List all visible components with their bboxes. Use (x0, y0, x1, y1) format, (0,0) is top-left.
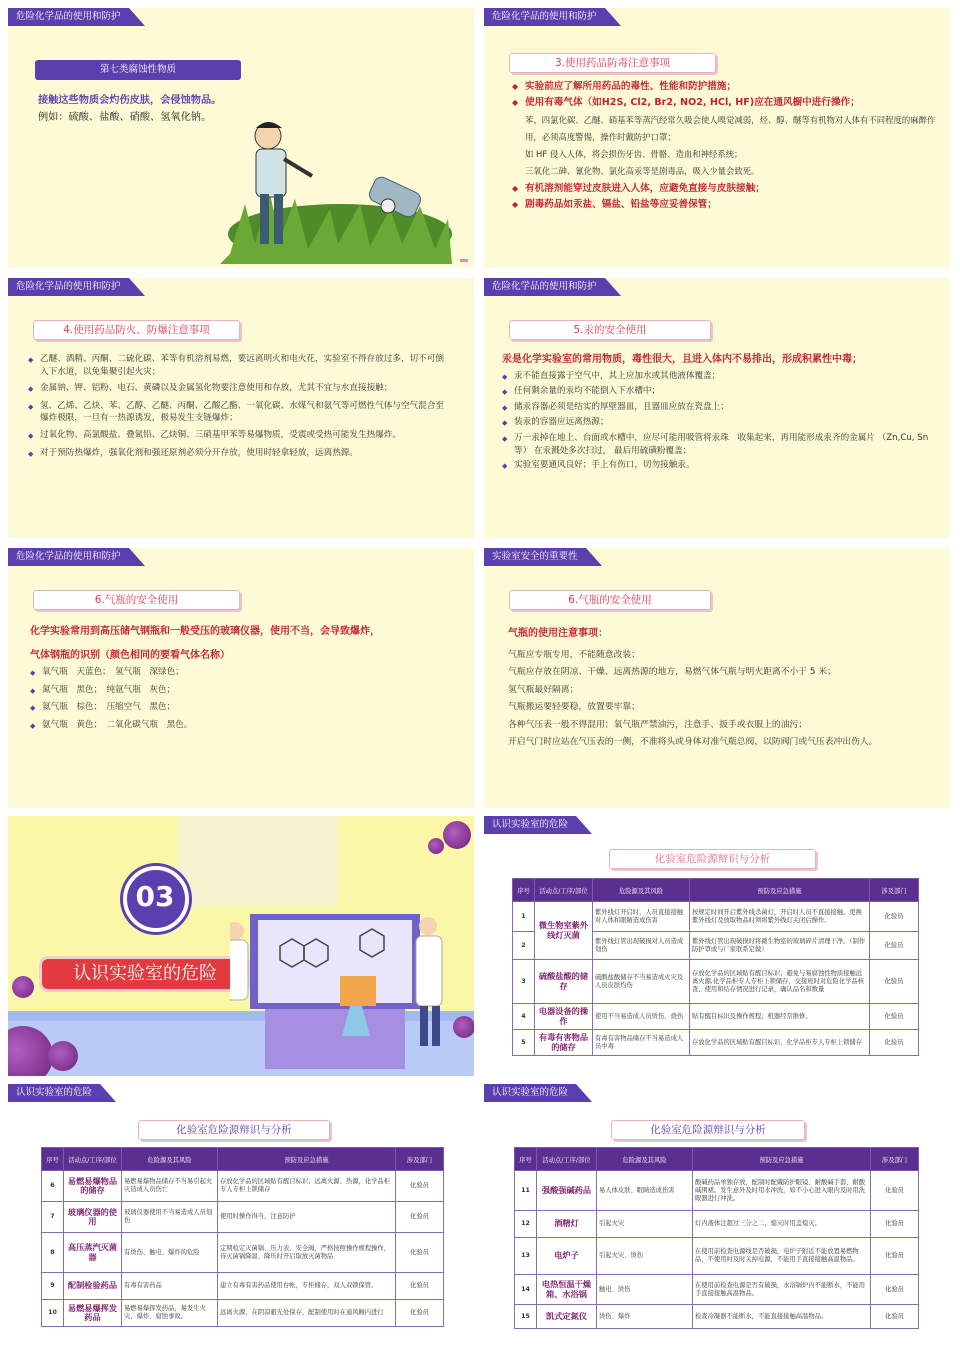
bullet-text: 对于预防热爆炸，强氧化剂和强还原剂必须分开存放，使用时轻拿轻放，远离热源。 (40, 447, 358, 458)
table-row: 1 微生物室紫外线灯灭菌 紫外线灯开启时，人员直接接触对人体和眼睛造成伤害 按规定时间开启紫外线杀菌灯，开启时人员不直接接触。更换紫外线灯及放取物品时须将紫外线灯关闭后操作。 化验员 (513, 902, 919, 932)
table-row: 9 配制检验药品 有毒有害药品 建立有毒有害药品使用台帐，专柜储存，双人双锁保管。 化验员 (42, 1273, 444, 1300)
bullet-text: 万一汞掉在地上、台面或水槽中，应尽可能用吸管将汞珠 收集起来，再用能形成汞齐的金属片 （Zn,Cu, Sn等） 在汞溅处多次扫过， 最后用硫磺粉覆盖； (514, 432, 929, 456)
lead-text: 化学实验常用到高压储气钢瓶和一般受压的玻璃仪器，使用不当，会导致爆炸， (30, 626, 380, 637)
section-pill: 3.使用药品防毒注意事项 (509, 53, 716, 73)
table-row: 11 强酸强碱药品 易人体皮肤、眼睛造成伤害 酸碱药品单独存放，配制时配戴防护眼镜、耐酸碱手套、耐酸碱围裙。发生意外及时用水冲洗，如不小心进入眼内及时用洗眼器进行冲洗。 化验员 (515, 1171, 919, 1211)
table-header-cell: 涉及部门 (870, 879, 919, 902)
slide-header: 危险化学品的使用和防护 (8, 8, 129, 26)
bullet-text: 实验前应了解所用药品的毒性、性能和防护措施； (525, 81, 737, 92)
bullet-text: 使用有毒气体（如H2S, Cl2, Br2, NO2, HCl, HF)应在通风橱中进行操作； (525, 97, 860, 108)
virus-decoration (453, 1016, 474, 1038)
table-row: 7 玻璃仪器的使用 玻璃仪器使用不当易造成人员划伤 使用时操作得当，注意防护 化验员 (42, 1202, 444, 1233)
bullet-text: 氦气瓶 棕色； 压缩空气 黑色； (42, 702, 176, 713)
text-line: 氢气瓶最好隔离； (508, 684, 579, 695)
table-header-cell: 危险源及其风险 (122, 1148, 218, 1171)
hazard-table (512, 878, 919, 1056)
slide-header: 实验室安全的重要性 (484, 548, 586, 566)
table-row: 4 电器设备的操作 使用不当易造成人员烫伤、烧伤 贴有醒目标识及操作规程；机器经常维修。 化验员 (513, 1004, 919, 1030)
bullet-text: 剧毒药品如汞盐、镉盐、铅盐等应妥善保管； (525, 199, 717, 210)
hazard-table (41, 1147, 444, 1327)
table-header-cell: 序号 (515, 1148, 537, 1171)
table-header-cell: 预防及应急措施 (690, 879, 870, 902)
table-header-cell: 活动点/工序/部位 (537, 1148, 597, 1171)
bullet-text: 装汞的容器应远离热源； (514, 417, 609, 428)
slide-9 (8, 1084, 474, 1344)
sub-text: 三氧化二砷、氰化物、氯化高汞等是剧毒品，吸入少量会致死。 (525, 166, 760, 176)
bullet-text: 氧气瓶 天蓝色； 氢气瓶 深绿色； (42, 667, 184, 678)
slide-3: 危险化学品的使用和防护 4.使用药品防火、防爆注意事项 ◆ 乙醚、酒精、丙酮、二硫化碳、苯等有机溶剂易燃，要远离明火和电火花，实验室不得存放过多，切不可倒入下水道，以免集聚引起火灾； ◆ 金属钠、钾、铝粉、电石、黄磷以及金属氢化物要注意使用和存放，尤其不宜与水直接接触； ◆ 氢、乙烯、乙炔、苯、乙醇、乙醚、丙酮、乙酸乙酯、一氧化碳、水煤气和氨气等可燃性气体与空气混合至爆炸极限，一旦有一热源诱发，极易发生支链爆炸； ◆ 过氧化物、高氯酸盐、叠氮铅、乙炔铜、三硝基甲苯等易爆物质，受震或受热可能发生热爆炸。 ◆ 对于预防热爆炸，强氧化剂和强还原剂必须分开存放，使用时轻拿轻放，远离热源。 (8, 278, 474, 538)
table-header-cell: 活动点/工序/部位 (535, 879, 593, 902)
lead-text: 汞是化学实验室的常用物质，毒性很大，且进入体内不易排出，形成积累性中毒； (502, 354, 862, 365)
table-header-cell: 危险源及其风险 (597, 1148, 693, 1171)
slide-1 (8, 8, 474, 268)
bullet-text: 乙醚、酒精、丙酮、二硫化碳、苯等有机溶剂易燃，要远离明火和电火花，实验室不得存放过多，切不可倒入下水道，以免集聚引起火灾； (40, 354, 444, 377)
sub-text: 如 HF 侵入人体，将会损伤牙齿、骨骼、造血和神经系统； (525, 149, 743, 159)
table-row: 6 易燃易爆物品的储存 易燃易爆物品储存不当易引起火灾造成人员伤亡 存放化学品的区域贴有醒目标识；远离火源、热源，化学品柜专人专柜上锁储存 化验员 (42, 1171, 444, 1202)
table-title-pill: 化验室危险源辩识与分析 (609, 849, 816, 869)
section-number: 03 (135, 880, 175, 913)
table-header-cell: 序号 (513, 879, 535, 902)
section-pill: 第七类腐蚀性物质 (35, 60, 241, 80)
slide-header: 危险化学品的使用和防护 (8, 548, 129, 566)
table-header-cell: 涉及部门 (396, 1148, 444, 1171)
bullet-text: 汞不能直接露于空气中，其上应加水或其他液体覆盖； (514, 370, 721, 381)
bullet-text: 过氧化物、高氯酸盐、叠氮铅、乙炔铜、三硝基甲苯等易爆物质，受震或受热可能发生热爆炸。 (40, 429, 401, 440)
section-pill: 5.汞的安全使用 (509, 320, 711, 340)
slide-4: 危险化学品的使用和防护 5.汞的安全使用 汞是化学实验室的常用物质，毒性很大，且进入体内不易排出，形成积累性中毒； ◆ 汞不能直接露于空气中，其上应加水或其他液体覆盖； ◆ 任何剩余量的汞均不能倒入下水槽中； ◆ 储汞容器必须是结实的厚壁器皿，且器皿应放在瓷盘上； ◆ 装汞的容器应远离热源； ◆ 万一汞掉在地上、台面或水槽中，应尽可能用吸管将汞珠 收集起来，再用能形成汞齐的金属片 （Zn,Cu, Sn等） 在汞溅处多次扫过， 最后用硫磺粉覆盖； ◆ 实验室要通风良好；手上有伤口，切勿接触汞。 (484, 278, 950, 538)
table-row: 15 凯式定氮仪 烫伤、爆炸 检查冷凝器不能断水，不能直接接触高温物品。 化验员 (515, 1305, 919, 1329)
text-line: 例如：硫酸、盐酸、硝酸、氢氧化钠。 (38, 112, 212, 123)
section-pill: 6.气瓶的安全使用 (509, 590, 711, 610)
lead-text: 气瓶的使用注意事项： (508, 628, 608, 639)
table-header-cell: 活动点/工序/部位 (64, 1148, 122, 1171)
slide-header: 认识实验室的危险 (484, 1084, 576, 1102)
slide-2: 危险化学品的使用和防护 3.使用药品防毒注意事项 ◆ 实验前应了解所用药品的毒性、性能和防护措施； ◆ 使用有毒气体（如H2S, Cl2, Br2, NO2, HCl, HF)应在通风橱中进行操作； 苯、四氯化碳、乙醚、硝基苯等蒸汽经常久吸会使人嗅觉减弱，烃、醇、醚等有机物对人体有不同程度的麻醉作用，必须高度警惕，操作时戴防护口罩； 如 HF 侵入人体，将会损伤牙齿、骨骼、造血和神经系统； 三氧化二砷、氰化物、氯化高汞等是剧毒品，吸入少量会致死。 ◆ 有机溶剂能穿过皮肤进入人体，应避免直接与皮肤接触； ◆ 剧毒药品如汞盐、镉盐、铅盐等应妥善保管； (484, 8, 950, 268)
virus-decoration (428, 838, 444, 854)
slide-10 (484, 1084, 950, 1344)
text-line: 接触这些物质会灼伤皮肤，会侵蚀物品。 (38, 95, 222, 106)
slide-header: 认识实验室的危险 (8, 1084, 100, 1102)
section-title: 认识实验室的危险 (73, 963, 217, 984)
table-header-cell: 序号 (42, 1148, 64, 1171)
slide-7-section-cover (8, 816, 474, 1076)
text-line: 气瓶应专瓶专用，不能随意改装； (508, 649, 640, 660)
text-line: 气瓶搬运要轻要稳，放置要牢靠； (508, 702, 640, 712)
slide-header: 危险化学品的使用和防护 (484, 8, 605, 26)
table-row: 5 有毒有害物品的储存 有毒有害物品储存不当易造成人员中毒 存放化学品的区域贴有醒目标识，化学品柜专人专柜上锁储存 化验员 (513, 1030, 919, 1056)
text-line: 气瓶应存放在阴凉、干燥、远离热源的地方，易燃气体气瓶与明火距离不小于 5 米； (508, 667, 836, 677)
text-line: 开启气门时应站在气压表的一侧，不准将头或身体对准气瓶总阀，以防阀门或气压表冲出伤人。 (508, 737, 878, 747)
sub-text: 苯、四氯化碳、乙醚、硝基苯等蒸汽经常久吸会使人嗅觉减弱，烃、醇、醚等有机物对人体有不同程度的麻醉作用，必须高度警惕，操作时戴防护口罩； (525, 115, 936, 142)
slide-header: 危险化学品的使用和防护 (484, 278, 605, 296)
bullet-text: 氢、乙烯、乙炔、苯、乙醇、乙醚、丙酮、乙酸乙酯、一氧化碳、水煤气和氨气等可燃性气体与空气混合至爆炸极限，一旦有一热源诱发，极易发生支链爆炸； (40, 400, 444, 424)
table-header-cell: 危险源及其风险 (593, 879, 690, 902)
virus-decoration (48, 1041, 78, 1071)
table-header-cell: 涉及部门 (871, 1148, 919, 1171)
bullet-text: 任何剩余量的汞均不能倒入下水槽中； (514, 386, 661, 397)
table-row: 3 硫酸盐酸的储存 硫酸盐酸储存不当易造成火灾及人员皮肤灼伤 存放化学品的区域贴有醒目标识；避免与易腐蚀性物质接触远离火源,化学品柜专人专柜上锁储存，交接班时对危险化学品核查、使用和结存情况进行记录，确认品名和数量 化验员 (513, 960, 919, 1004)
bullet-text: 储汞容器必须是结实的厚壁器皿，且器皿应放在瓷盘上； (514, 401, 729, 412)
table-row: 10 易燃易爆挥发药品 易燃易爆挥发药品，易发生火灾、爆炸、腐蚀事故。 远离火源，在阴凉避光处保存，配制使用时在通风橱内进行 化验员 (42, 1300, 444, 1327)
table-row: 2 紫外线灯管出现破损对人员造成划伤 紫外线灯管出现破损时将微生物室的玻璃碎片清理干净。（制作防护罩或与厂家联系定做） 化验员 (513, 932, 919, 960)
cartoon-illustration (220, 114, 452, 264)
slide-6 (484, 548, 950, 808)
section-pill: 4.使用药品防火、防爆注意事项 (33, 320, 240, 340)
slide-5: 危险化学品的使用和防护 6.气瓶的安全使用 化学实验常用到高压储气钢瓶和一般受压的玻璃仪器，使用不当，会导致爆炸， 气体钢瓶的识别（颜色相同的要看气体名称） ◆ 氧气瓶 天蓝色； 氢气瓶 深绿色； ◆ 氮气瓶 黑色； 纯氩气瓶 灰色； ◆ 氦气瓶 棕色； 压缩空气 黑色； ◆ 氨气瓶 黄色； 二氧化碳气瓶 黑色。 (8, 548, 474, 808)
table-row: 14 电热恒温干燥箱、水浴锅 触电、烫伤 在使用前检查电源是否有破损，水浴锅炉内不能断水，不能用手直接接触高温物品。 化验员 (515, 1275, 919, 1305)
hazard-table (514, 1147, 919, 1329)
table-title-pill: 化验室危险源辩识与分析 (611, 1120, 805, 1140)
virus-decoration (443, 821, 471, 849)
sub-heading: 气体钢瓶的识别（颜色相同的要看气体名称） (30, 649, 230, 661)
slide-header: 认识实验室的危险 (484, 816, 576, 834)
text-line: 各种气压表一般不得混用；氧气瓶严禁油污，注意手、扳手或衣服上的油污； (508, 719, 808, 730)
slide-header: 危险化学品的使用和防护 (8, 278, 129, 296)
slide-8 (484, 816, 950, 1076)
section-pill: 6.气瓶的安全使用 (33, 590, 240, 610)
bullet-text: 有机溶剂能穿过皮肤进入人体，应避免直接与皮肤接触； (525, 183, 765, 194)
bullet-text: 金属钠、钾、铝粉、电石、黄磷以及金属氢化物要注意使用和存放，尤其不宜与水直接接触； (40, 383, 393, 394)
lab-scientists-illustration (230, 906, 450, 1076)
table-header-cell: 预防及应急措施 (218, 1148, 396, 1171)
virus-decoration (12, 976, 34, 998)
bullet-text: 实验室要通风良好；手上有伤口，切勿接触汞。 (514, 460, 695, 471)
table-header-cell: 预防及应急措施 (693, 1148, 871, 1171)
table-title-pill: 化验室危险源辩识与分析 (138, 1120, 330, 1140)
table-row: 13 电炉子 引起火灾、烫伤 在使用前检查电源线是否破损，电炉子附近不能放置易燃物品，不使用时及时关掉电源，不能用手直接接触高温物品。 化验员 (515, 1238, 919, 1275)
bullet-text: 氨气瓶 黄色； 二氧化碳气瓶 黑色。 (42, 719, 193, 730)
table-row: 8 高压蒸汽灭菌器 有烫伤、触电、爆炸的危险 定期检定灭菌锅、压力表、安全阀，严格按照操作规程操作，待灭菌锅降温、降压时开启取放灭菌物品 化验员 (42, 1233, 444, 1273)
bullet-text: 氮气瓶 黑色； 纯氩气瓶 灰色； (42, 684, 176, 695)
table-row: 12 酒精灯 引起火灾 灯内液体注超过三分之二，熄灭时用盖熄灭。 化验员 (515, 1211, 919, 1238)
